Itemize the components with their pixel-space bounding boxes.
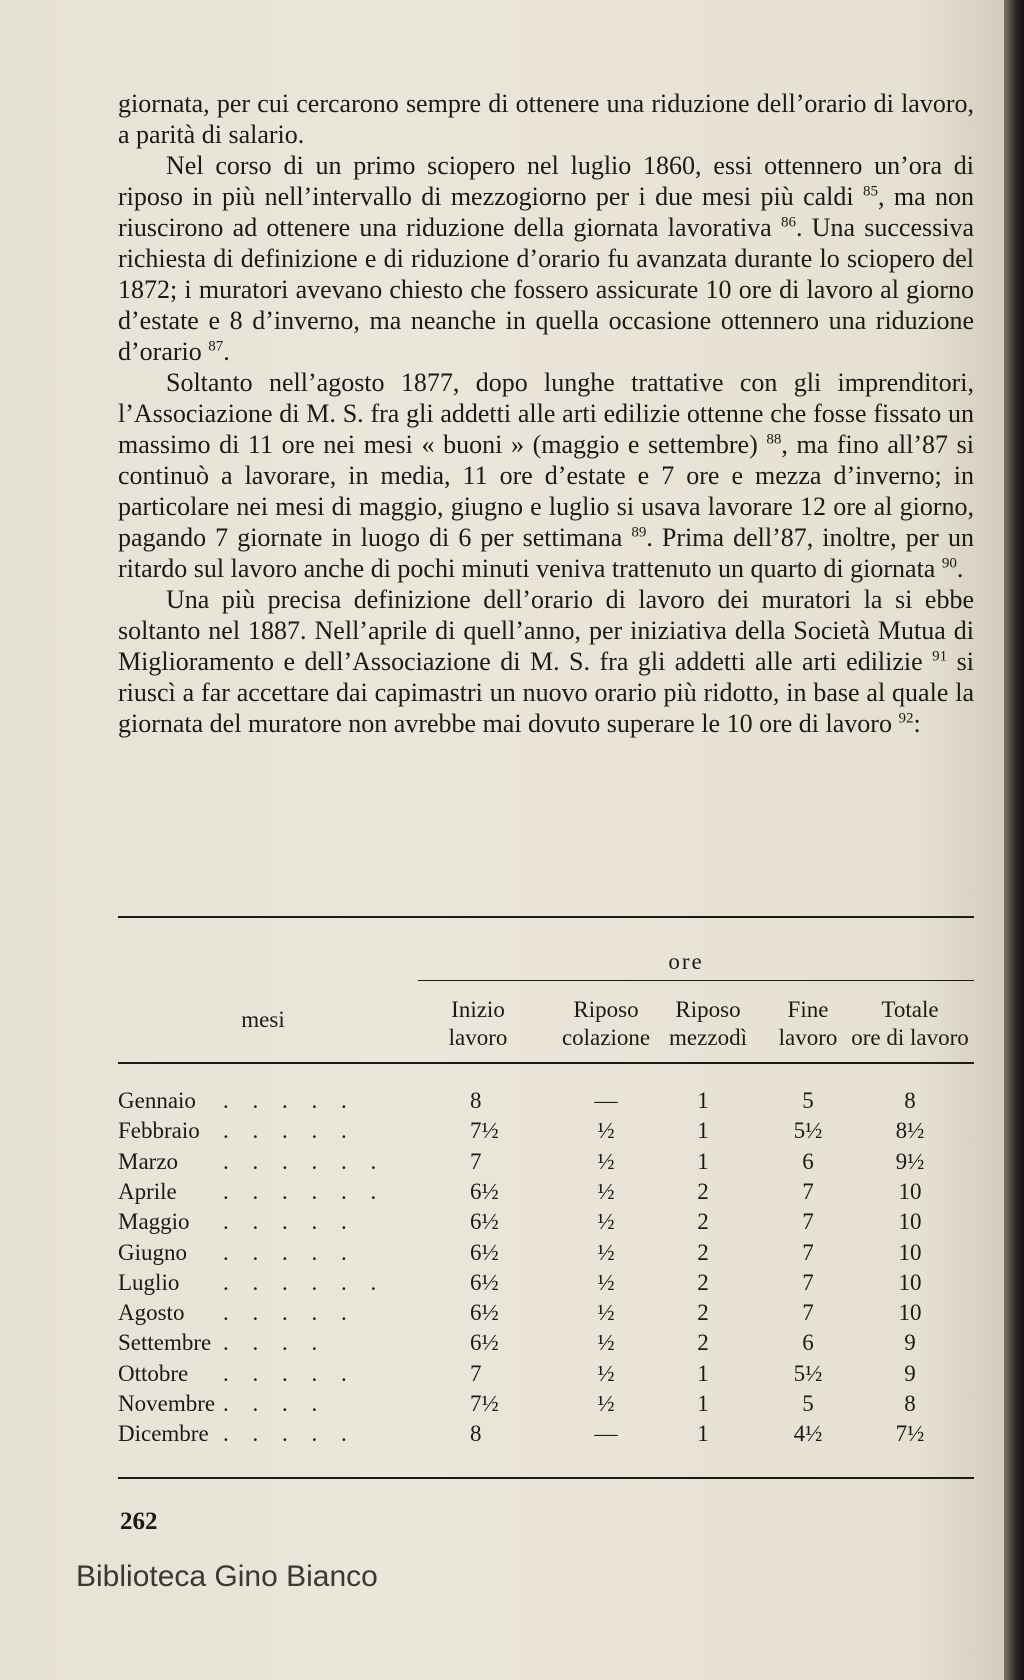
table-row [118,1118,974,1148]
text-run: . [223,337,230,366]
cell-fine: 7 [802,1269,814,1295]
cell-mezzodi: 2 [697,1300,709,1326]
cell-inizio: 6½ [470,1330,499,1356]
text-run: , ma fino all’87 si continuò a lavorare, in media, 11 ore d’estate e 7 ore e mezza d’inverno; in particolare nei mesi di maggio, giugno e luglio si usava lavorare 12 ore al giorno, pagando 7 giornate in luogo di 6 per settimana [118,430,974,552]
cell-totale: 9 [904,1330,916,1356]
cell-totale: 10 [898,1178,922,1204]
cell-fine: 6 [802,1148,814,1174]
text-run: Soltanto nell’agosto 1877, dopo lunghe trattative con gli imprenditori, l’Associazione di M. S. fra gli addetti alle arti edilizie ottenne che fosse fissato un massimo di 11 ore nei mesi « buoni » (maggio e settembre) [118,368,974,459]
library-stamp: Biblioteca Gino Bianco [76,1560,378,1593]
cell-dots: . . . . . [223,1118,356,1144]
cell-month: Giugno [118,1239,187,1265]
page-number: 262 [120,1508,158,1535]
cell-month: Marzo [118,1148,179,1174]
column-header-line: Totale [881,997,939,1022]
cell-month: Luglio [118,1269,180,1295]
cell-colazione: ½ [597,1118,615,1144]
cell-dots: . . . . [223,1330,327,1356]
cell-inizio: 6½ [470,1239,499,1265]
column-header-line: mezzodì [669,1025,747,1050]
column-header-line: lavoro [448,1025,508,1050]
cell-month: Settembre [118,1330,212,1356]
text-run: Nel corso di un primo sciopero nel luglio 1860, essi ottennero un’ora di riposo in più nell’intervallo di mezzogiorno per i due mesi più caldi [118,151,974,211]
table-row [118,1300,974,1330]
cell-month: Maggio [118,1209,190,1235]
footnote-ref: 92 [898,710,914,727]
footnote-ref: 86 [780,214,796,231]
cell-fine: 7 [802,1178,814,1204]
cell-month: Novembre [118,1391,216,1416]
cell-colazione: ½ [597,1269,615,1295]
cell-dots: . . . . . [223,1300,356,1326]
column-header-line: Fine [787,997,829,1022]
table-row [118,1149,974,1179]
text-run: . Una successiva richiesta di definizione e di riduzione d’orario fu avanzata durante lo sciopero del 1872; i muratori avevano chiesto che fossero assicurate 10 ore di lavoro al giorno d’estate e 8 d’inverno, ma neanche in quella occasione ottennero una riduzione d’orario [118,213,974,366]
cell-colazione: ½ [597,1300,615,1326]
text-run: , ma non riuscirono ad ottenere una riduzione della giornata lavorativa [118,182,974,242]
cell-fine: 5½ [793,1118,823,1144]
table-row [118,1088,974,1118]
cell-totale: 10 [898,1269,922,1295]
table-row [118,1209,974,1239]
text-run: giornata, per cui cercarono sempre di ottenere una riduzione dell’orario di lavoro, a parità di salario. [118,89,974,149]
table-header-rule [118,1062,974,1064]
cell-totale: 10 [898,1239,922,1265]
cell-dots: . . . . [223,1391,327,1416]
column-header-line: Riposo [573,997,639,1022]
column-header-line: lavoro [778,1025,838,1050]
cell-dots: . . . . . . [223,1148,386,1174]
cell-totale: 8 [904,1088,916,1113]
cell-fine: 4½ [793,1421,823,1447]
cell-inizio: 8 [470,1088,482,1113]
cell-dots: . . . . . [223,1421,356,1447]
column-header-line: ore di lavoro [851,1025,969,1050]
cell-mezzodi: 1 [697,1360,709,1386]
cell-month: Gennaio [118,1088,196,1113]
cell-month: Aprile [118,1178,177,1204]
cell-dots: . . . . . [223,1209,356,1235]
table-row [118,1421,974,1451]
table-row [118,1270,974,1300]
cell-mezzodi: 1 [697,1391,709,1416]
cell-mezzodi: 2 [697,1178,709,1204]
cell-mezzodi: 2 [697,1209,709,1235]
cell-month: Ottobre [118,1360,189,1386]
table-top-rule [118,916,974,918]
cell-mezzodi: 2 [697,1330,709,1356]
footnote-ref: 89 [631,524,647,541]
table-bottom-rule [118,1477,974,1479]
footnote-ref: 88 [766,431,782,448]
column-header-line: colazione [561,1025,651,1050]
body-text [118,88,974,739]
cell-colazione: ½ [597,1391,615,1416]
cell-fine: 5 [802,1088,814,1113]
cell-dots: . . . . . . [223,1178,386,1204]
cell-colazione: ½ [597,1360,615,1386]
book-spine-shadow [1004,0,1024,1680]
cell-colazione: — [594,1421,618,1447]
cell-mezzodi: 2 [697,1239,709,1265]
cell-colazione: ½ [597,1330,615,1356]
cell-fine: 7 [802,1300,814,1326]
cell-fine: 6 [802,1330,814,1356]
text-run: si riuscì a far accettare dai capimastri un nuovo orario più ridotto, in base al quale la giornata del muratore non avrebbe mai dovuto superare le 10 ore di lavoro [118,647,975,738]
cell-fine: 5 [802,1391,814,1416]
cell-month: Febbraio [118,1118,200,1144]
cell-totale: 10 [898,1300,922,1326]
group-header-ore: ore [668,949,704,974]
cell-mezzodi: 2 [697,1269,709,1295]
cell-dots: . . . . . [223,1088,356,1113]
paragraph [118,88,974,150]
table-row [118,1391,974,1421]
column-header-line: Inizio [451,997,505,1022]
column-header-inizio [418,996,538,1052]
cell-totale: 8 [904,1391,916,1416]
cell-fine: 5½ [793,1360,823,1386]
cell-totale: 9½ [895,1148,925,1174]
cell-mezzodi: 1 [697,1118,709,1144]
text-run: Una più precisa definizione dell’orario di lavoro dei muratori la si ebbe soltanto nel 1887. Nell’aprile di quell’anno, per iniziativa della Società Mutua di Miglioramento e dell’Associazione di M. S. fra gli addetti alle arti edilizie [118,585,974,676]
cell-fine: 7 [802,1239,814,1265]
cell-inizio: 6½ [470,1209,499,1235]
cell-totale: 10 [898,1209,922,1235]
cell-inizio: 7½ [470,1118,499,1144]
cell-mezzodi: 1 [697,1421,709,1447]
cell-colazione: ½ [597,1178,615,1204]
cell-colazione: — [594,1088,618,1113]
paragraph [118,150,974,367]
footnote-ref: 91 [932,648,948,665]
table-row [118,1179,974,1209]
cell-totale: 9 [904,1360,916,1386]
table-row [118,1361,974,1391]
cell-month: Agosto [118,1300,185,1326]
text-run: : [913,709,921,738]
cell-colazione: ½ [597,1209,615,1235]
cell-fine: 7 [802,1209,814,1235]
column-header-mesi: mesi [241,1007,285,1032]
cell-inizio: 7 [470,1360,482,1386]
group-header-rule [418,980,974,981]
cell-inizio: 6½ [470,1300,499,1326]
cell-mezzodi: 1 [697,1088,709,1113]
cell-inizio: 6½ [470,1178,499,1204]
cell-inizio: 7½ [470,1391,499,1416]
cell-inizio: 7 [470,1148,482,1174]
cell-colazione: ½ [597,1239,615,1265]
cell-inizio: 6½ [470,1269,499,1295]
cell-mezzodi: 1 [697,1148,709,1174]
paragraph [118,367,974,584]
table-row [118,1240,974,1270]
cell-totale: 7½ [895,1421,925,1447]
footnote-ref: 90 [941,555,957,572]
footnote-ref: 85 [862,183,878,200]
text-run: . [956,554,964,583]
paragraph [118,584,974,739]
cell-totale: 8½ [895,1118,925,1144]
text-run: . Prima dell’87, inoltre, per un ritardo sul lavoro anche di pochi minuti veniva trattenuto un quarto di giornata [118,523,974,583]
cell-inizio: 8 [470,1421,482,1447]
cell-dots: . . . . . [223,1360,356,1386]
cell-month: Dicembre [118,1421,209,1447]
cell-dots: . . . . . [223,1239,356,1265]
cell-colazione: ½ [597,1148,615,1174]
footnote-ref: 87 [208,338,224,355]
cell-dots: . . . . . . [223,1269,386,1295]
column-header-totale [844,996,976,1052]
table-row [118,1330,974,1360]
column-header-line: Riposo [675,997,741,1022]
